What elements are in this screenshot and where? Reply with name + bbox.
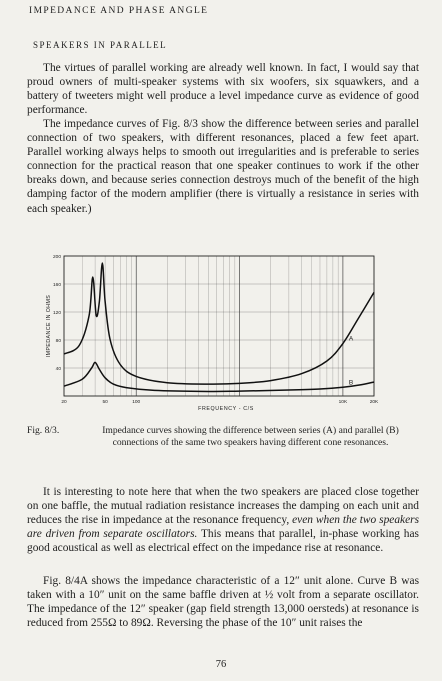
figure-number: Fig. 8/3.	[27, 425, 60, 436]
x-tick-label: 100	[132, 400, 141, 405]
x-tick-label: 20	[61, 400, 67, 405]
series-label-a: A	[348, 335, 354, 343]
paragraph-3-text: It is interesting to note here that when the two speakers are placed close together on one baffle, the mutual radiation resistance increases the damping on each unit and reduces the rise in impedance at the resonance frequency,	[27, 486, 419, 527]
section-title: SPEAKERS IN PARALLEL	[33, 40, 168, 50]
x-tick-label: 10K	[338, 400, 348, 405]
series-line-b	[64, 362, 374, 391]
y-tick-label: 40	[55, 367, 61, 372]
paragraph-3	[27, 485, 419, 555]
x-tick-label: 20K	[369, 400, 379, 405]
y-tick-label: 120	[52, 311, 61, 316]
paragraph-4: Fig. 8/4A shows the impedance characteristic of a 12″ unit alone. Curve B was taken with a 10″ unit on the same baffle driven at ½ volt from a separate oscillator. The impedance of the 12″ speaker (gap field strength 13,000 oersteds) at resonance is reduced from 255Ω to 89Ω. Reversing the phase of the 10″ unit raises the	[27, 575, 419, 630]
y-tick-label: 200	[52, 255, 61, 260]
x-axis-label: FREQUENCY - C/S	[198, 406, 254, 412]
paragraph-3-emphasis: even when the two speakers are driven from separate oscillators.	[27, 514, 420, 541]
plot-frame	[64, 256, 374, 396]
page-number: 76	[215, 659, 227, 670]
paragraph-2: The impedance curves of Fig. 8/3 show the difference between series and parallel connection of two speakers, with different resonances, placed a few feet apart. Parallel working always helps to smooth out irregularities and is preferable to series connection for the practical reason that one speaker continues to work if the other breaks down, and because series connection destroys much of the benefit of the high damping factor of the modern amplifier (there is virtually a resistance in series with each speaker.)	[27, 118, 419, 215]
series-label-b: B	[348, 379, 354, 387]
y-tick-label: 160	[52, 283, 61, 288]
running-head: IMPEDANCE AND PHASE ANGLE	[29, 6, 209, 16]
y-tick-label: 80	[55, 339, 61, 344]
figure-caption-text: Impedance curves showing the difference between series (A) and parallel (B) connections of the same two speakers having different cone resonances.	[102, 425, 399, 448]
paragraph-3-text-end: This means that parallel, in-phase working has good acoustical as well as electrical effect on the impedance rise at resonance.	[27, 528, 419, 555]
x-tick-label: 50	[102, 400, 108, 405]
y-axis-label: IMPEDANCE IN OHMS	[46, 294, 52, 358]
paragraph-1: The virtues of parallel working are already well known. In fact, I would say that proud owners of multi-speaker systems with six woofers, six squawkers, and a battery of tweeters might well produce a level impedance curve as evidence of good performance.	[27, 62, 419, 117]
series-line-a	[64, 263, 374, 387]
impedance-chart	[40, 253, 380, 413]
